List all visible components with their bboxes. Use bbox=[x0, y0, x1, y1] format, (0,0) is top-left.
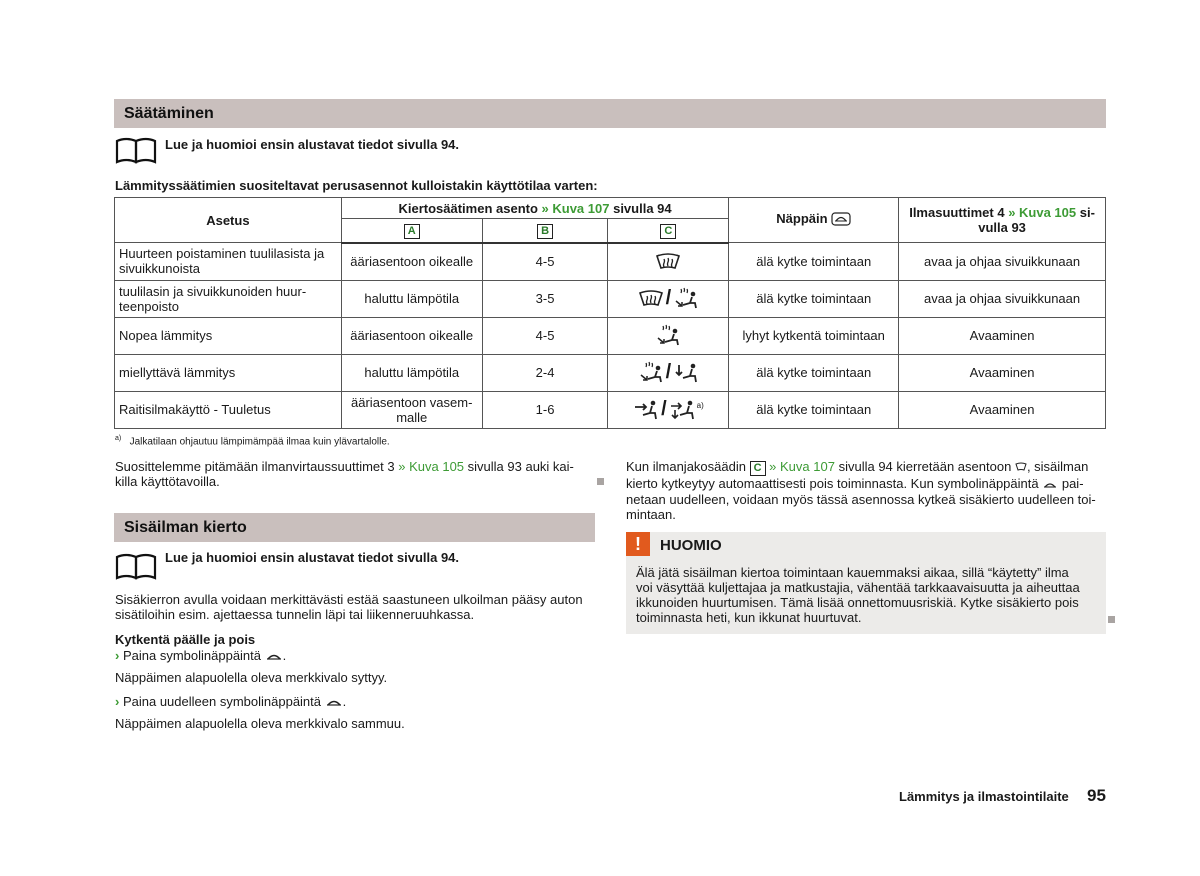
read-note: Lue ja huomioi ensin alustavat tiedot sivulla 94. bbox=[165, 550, 460, 565]
chapter-title: Lämmitys ja ilmastointilaite bbox=[899, 789, 1069, 804]
warning-title: HUOMIO bbox=[660, 537, 722, 554]
upper-body-or-upper-footwell-icon: / $^{a)}$ bbox=[608, 391, 729, 428]
link-kuva-107[interactable]: » Kuva 107 bbox=[541, 200, 610, 216]
table-row: Huurteen poistaminen tuulilasista ja sivuikkunoista ääriasentoon oikealle 4-5 älä kytke toimintaan avaa ja ohjaa sivuikkunaan bbox=[115, 243, 1106, 281]
table-row: Raitisilmakäyttö - Tuuletus ääriasentoon vasemmalle 1-6 / $^{a)}$ älä kytke toimintaan Avaaminen bbox=[115, 391, 1106, 428]
subheading-kytkenta: Kytkentä päälle ja pois bbox=[115, 632, 256, 647]
recirculation-symbol-icon bbox=[265, 649, 283, 664]
page-number: 95 bbox=[1087, 786, 1106, 805]
header-asetus: Asetus bbox=[115, 198, 342, 243]
warning-text: Älä jätä sisäilman kiertoa toimintaan kauemmaksi aikaa, sillä “käytetty” ilma voi väsyttää kuljettajaa ja matkustajia, vähentää tarkkaavaisuutta ja aiheuttaa ikkunoiden huurtumisen. Tämä lisää onnettomuusriskiä. Kytke sisäkierto pois toiminnasta heti, kun ikkunat huurtuvat. bbox=[636, 565, 1080, 625]
end-marker bbox=[1108, 616, 1115, 623]
windshield-footwell-or-footwell-icon: / bbox=[608, 354, 729, 391]
distribution-paragraph: Kun ilmanjakosäädin C » Kuva 107 sivulla 94 kierretään asentoon , sisäilman kierto kytkeytyy automaattisesti pois toiminnasta. Kun symbolinäppäintä pai- netaan uudelleen, voidaan myös tässä asennossa kytkeä sisäkierto uudelleen toi- mintaan. bbox=[626, 459, 1096, 523]
recirculation-symbol-icon bbox=[1042, 477, 1058, 492]
book-icon bbox=[115, 552, 157, 580]
col-b-header: B bbox=[482, 219, 608, 243]
link-kuva-107[interactable]: » Kuva 107 bbox=[769, 459, 835, 474]
header-kierto: Kiertosäätimen asento » Kuva 107 sivulla 94 bbox=[341, 198, 729, 219]
windshield-defrost-icon bbox=[608, 243, 729, 281]
defrost-or-windshield-footwell-icon: / bbox=[608, 280, 729, 317]
result-1: Näppäimen alapuolella oleva merkkivalo syttyy. bbox=[115, 670, 388, 685]
step-1: › Paina symbolinäppäintä . bbox=[115, 648, 287, 663]
recirculation-button-icon bbox=[831, 212, 851, 229]
table-caption: Lämmityssäätimien suositeltavat perusasennot kulloistakin käyttötilaa varten: bbox=[115, 178, 598, 193]
read-note: Lue ja huomioi ensin alustavat tiedot sivulla 94. bbox=[165, 137, 460, 152]
link-kuva-105[interactable]: » Kuva 105 bbox=[1008, 205, 1077, 220]
warning-icon: ! bbox=[626, 532, 650, 556]
result-2: Näppäimen alapuolella oleva merkkivalo sammuu. bbox=[115, 716, 405, 731]
table-row: Nopea lämmitys ääriasentoon oikealle 4-5 lyhyt kytkentä toimintaan Avaaminen bbox=[115, 317, 1106, 354]
link-kuva-105[interactable]: » Kuva 105 bbox=[398, 459, 465, 474]
header-nappain: Näppäin bbox=[729, 198, 899, 243]
step-2: › Paina uudelleen symbolinäppäintä . bbox=[115, 694, 347, 709]
col-c-header: C bbox=[608, 219, 729, 243]
table-footnote: $^{a)}$ Jalkatilaan ohjautuu lämpimämpää ilmaa kuin ylävartalolle. bbox=[115, 435, 390, 448]
book-icon bbox=[115, 136, 157, 164]
recommendation-paragraph: Suosittelemme pitämään ilmanvirtaussuuttimet 3 » Kuva 105 sivulla 93 auki kai- killa käyttötavoilla. bbox=[115, 459, 574, 489]
recirculation-intro-paragraph: Sisäkierron avulla voidaan merkittävästi estää saastuneen ulkoilman pääsy auton sisätiloihin esim. ajettaessa tunnelin läpi tai liikenneruuhkassa. bbox=[115, 592, 583, 622]
windshield-footwell-icon bbox=[608, 317, 729, 354]
windshield-defrost-icon bbox=[1015, 460, 1027, 475]
section-heading-saataminen: Säätäminen bbox=[114, 99, 1106, 128]
end-marker bbox=[597, 478, 604, 485]
col-a-header: A bbox=[341, 219, 482, 243]
table-row: tuulilasin ja sivuikkunoiden huurteenpoisto haluttu lämpötila 3-5 / älä kytke toimintaan avaa ja ohjaa sivuikkunaan bbox=[115, 280, 1106, 317]
table-row: miellyttävä lämmitys haluttu lämpötila 2-4 / älä kytke toimintaan Avaaminen bbox=[115, 354, 1106, 391]
header-ilmasuuttimet: Ilmasuuttimet 4 » Kuva 105 si- vulla 93 bbox=[899, 198, 1106, 243]
section-heading-sisailman-kierto: Sisäilman kierto bbox=[114, 513, 595, 542]
settings-table bbox=[114, 197, 1106, 429]
recirculation-symbol-icon bbox=[325, 695, 343, 710]
